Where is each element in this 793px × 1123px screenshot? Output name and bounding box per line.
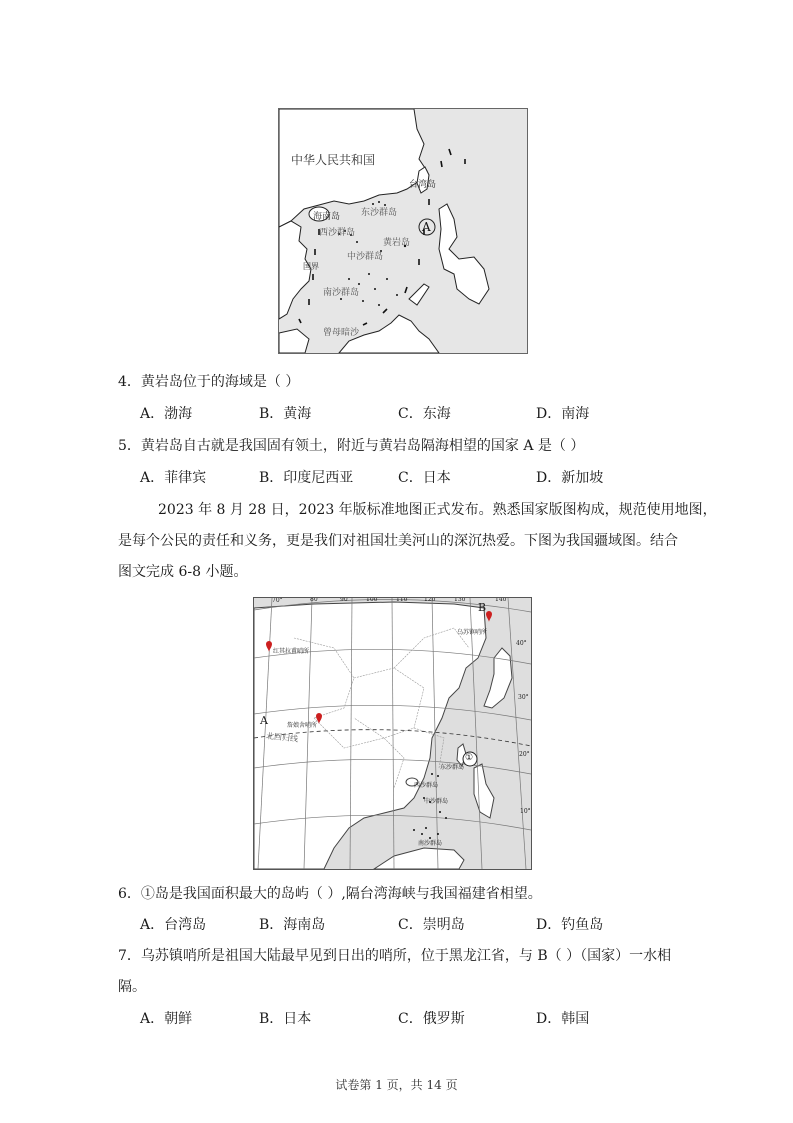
question-4-option-b[interactable]: B．黄海 — [259, 406, 312, 422]
label-dongsha-2: 东沙群岛 — [440, 764, 465, 771]
lat-tick-10: 10° — [520, 808, 531, 815]
lon-tick-140: 140° — [495, 597, 510, 603]
label-zengmu: 曾母暗沙 — [323, 328, 360, 338]
south-china-sea-map-svg — [279, 109, 527, 353]
lon-tick-130: 130° — [454, 597, 469, 603]
question-6-option-b[interactable]: B．海南岛 — [259, 917, 326, 933]
question-4-stem: 4．黄岩岛位于的海域是（ ） — [118, 374, 300, 390]
palawan-land — [409, 284, 429, 305]
question-5-option-a[interactable]: A．菲律宾 — [140, 470, 207, 486]
question-6-option-c[interactable]: C．崇明岛 — [398, 917, 465, 933]
china-territory-map — [253, 597, 532, 870]
question-4-option-c[interactable]: C．东海 — [398, 406, 451, 422]
philippines-land-2 — [474, 764, 494, 818]
lat-tick-40: 40° — [516, 640, 527, 647]
label-nansha-2: 南沙群岛 — [418, 840, 443, 847]
label-hainan: 海南岛 — [313, 212, 341, 222]
label-country: 中华人民共和国 — [291, 153, 376, 167]
label-xisha: 西沙群岛 — [319, 228, 356, 238]
philippines-land — [439, 204, 489, 304]
label-point-a-2: A — [260, 714, 268, 727]
page-footer: 试卷第 1 页，共 14 页 — [335, 1078, 458, 1092]
label-boundary: 国界 — [303, 262, 319, 271]
lon-tick-100: 100° — [366, 597, 381, 603]
mainland-land — [279, 109, 427, 227]
question-6-option-d[interactable]: D．钓鱼岛 — [536, 917, 604, 933]
malay-land — [279, 329, 309, 353]
question-5-stem: 5．黄岩岛自古就是我国固有领土，附近与黄岩岛隔海相望的国家 A 是（ ） — [118, 438, 585, 454]
lon-tick-70: 70° — [272, 597, 283, 604]
label-point-b: B — [478, 601, 487, 614]
question-5-option-b[interactable]: B．印度尼西亚 — [259, 470, 354, 486]
label-zhongsha: 中沙群岛 — [347, 252, 384, 262]
question-4-option-d[interactable]: D．南海 — [536, 406, 590, 422]
question-7-stem: 7．乌苏镇哨所是祖国大陆最早见到日出的哨所，位于黑龙江省，与 B（ ）（国家）一水相 — [118, 948, 672, 964]
question-7-option-d[interactable]: D．韩国 — [536, 1011, 590, 1027]
label-huangyan: 黄岩岛 — [383, 238, 411, 248]
marker-wusu — [486, 611, 492, 622]
lon-tick-110: 110° — [396, 597, 411, 603]
label-taiwan: 台湾岛 — [409, 180, 437, 190]
passage-line-3: 图文完成 6-8 小题。 — [118, 564, 248, 580]
label-zhongsha-2: 中沙群岛 — [424, 798, 449, 805]
question-4-option-a[interactable]: A．渤海 — [140, 406, 193, 422]
question-7-stem-cont: 隔。 — [118, 979, 146, 995]
question-7-option-c[interactable]: C．俄罗斯 — [398, 1011, 465, 1027]
passage-line-1: 2023 年 8 月 28 日，2023 年版标准地图正式发布。熟悉国家版图构成，规范使用地图， — [158, 502, 717, 518]
label-hongqi: 红其拉甫哨所 — [273, 648, 310, 655]
south-china-sea-map — [278, 108, 528, 354]
lon-tick-80: 80° — [310, 597, 321, 603]
label-nansha: 南沙群岛 — [323, 288, 360, 298]
label-dongsha: 东沙群岛 — [361, 208, 398, 218]
label-nangqiong: 詹娘舍哨所 — [287, 722, 318, 729]
lat-tick-20: 20° — [519, 751, 530, 758]
label-xisha-2: 西沙群岛 — [414, 782, 439, 789]
label-tropic: 北回归线 — [265, 731, 299, 744]
question-7-option-b[interactable]: B．日本 — [259, 1011, 312, 1027]
lon-tick-120: 120° — [424, 597, 439, 603]
question-6-stem: 6．①岛是我国面积最大的岛屿（ ）,隔台湾海峡与我国福建省相望。 — [118, 886, 542, 902]
question-7-option-a[interactable]: A．朝鲜 — [140, 1011, 193, 1027]
question-5-option-d[interactable]: D．新加坡 — [536, 470, 604, 486]
label-circle-1: ① — [465, 753, 474, 763]
passage-line-2: 是每个公民的责任和义务，更是我们对祖国壮美河山的深沉热爱。下图为我国疆域图。结合 — [118, 533, 678, 549]
lat-tick-30: 30° — [518, 694, 529, 701]
borneo-land-2 — [374, 848, 464, 869]
question-5-option-c[interactable]: C．日本 — [398, 470, 451, 486]
label-wusu: 乌苏镇哨所 — [457, 629, 488, 636]
lon-tick-90: 90° — [340, 597, 351, 603]
label-point-a: A — [422, 220, 431, 234]
question-6-option-a[interactable]: A．台湾岛 — [140, 917, 207, 933]
